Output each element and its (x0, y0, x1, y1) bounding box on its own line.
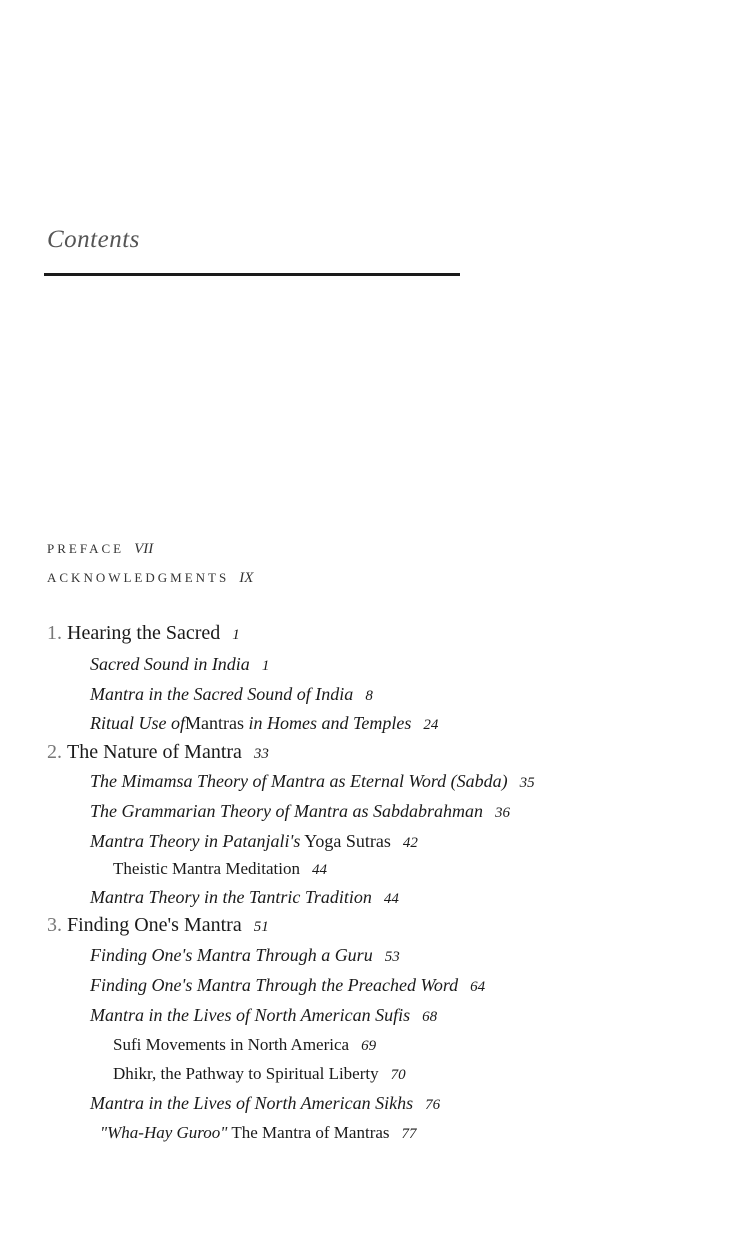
subsection-title: Dhikr, the Pathway to Spiritual Liberty (113, 1064, 379, 1083)
section-title-italic: Ritual Use of (90, 713, 185, 733)
chapter-title: Finding One's Mantra (67, 914, 242, 936)
heading-rule (44, 273, 460, 276)
toc-section (90, 801, 510, 822)
subsection-title-roman: The Mantra of Mantras (227, 1123, 390, 1142)
toc-section (90, 713, 438, 734)
page-number: 1 (261, 658, 270, 674)
toc-chapter (47, 914, 269, 937)
page-number: 76 (425, 1097, 441, 1113)
front-matter-label: PREFACE (47, 541, 125, 556)
chapter-number: 3. (47, 914, 62, 936)
toc-section (90, 654, 269, 675)
page-number: 44 (383, 891, 399, 907)
page-number: VII (134, 541, 154, 557)
front-matter-item (47, 570, 253, 587)
page-number: 69 (361, 1038, 377, 1054)
chapter-title: Hearing the Sacred (67, 622, 221, 644)
section-title: Finding One's Mantra Through the Preached Word (90, 975, 459, 995)
chapter-number: 2. (47, 741, 62, 763)
chapter-number: 1. (47, 622, 62, 644)
section-title-italic: Mantra Theory in Patanjali's (90, 831, 301, 851)
page-number: 70 (390, 1067, 406, 1083)
page-number: 24 (423, 717, 439, 733)
page-number: 1 (232, 627, 240, 643)
toc-section (90, 887, 399, 908)
page-number: 68 (422, 1009, 438, 1025)
page-number: 36 (495, 805, 511, 821)
page-number: 8 (365, 688, 373, 704)
toc-subsection (113, 1064, 406, 1084)
toc-section (90, 975, 485, 996)
toc-section (90, 1093, 440, 1114)
section-title: Sacred Sound in India (90, 654, 250, 674)
page-number: IX (239, 570, 254, 586)
page-number: 51 (253, 919, 269, 935)
subsection-title: Theistic Mantra Meditation (113, 859, 300, 878)
toc-chapter (47, 622, 240, 645)
toc-section (90, 684, 373, 705)
toc-subsection (113, 1035, 376, 1055)
page-number: 35 (519, 775, 535, 791)
section-title: Mantra in the Lives of North American Sufis (90, 1005, 411, 1025)
page-number: 42 (402, 835, 418, 851)
page-number: 77 (401, 1126, 417, 1142)
toc-section (90, 1005, 437, 1026)
subsection-title-italic: "Wha-Hay Guroo" (100, 1123, 228, 1142)
section-title: Mantra Theory in the Tantric Tradition (90, 887, 372, 907)
subsection-title: Sufi Movements in North America (113, 1035, 350, 1054)
toc-section (90, 831, 418, 852)
toc-subsection (113, 859, 327, 879)
section-title-roman: Mantras (185, 713, 244, 733)
section-title: The Grammarian Theory of Mantra as Sabdabrahman (90, 801, 484, 821)
page-number: 33 (253, 746, 269, 762)
toc-section (90, 945, 400, 966)
chapter-title: The Nature of Mantra (67, 741, 242, 763)
front-matter-label: ACKNOWLEDGMENTS (47, 570, 230, 585)
section-title-rest: in Homes and Temples (243, 713, 412, 733)
section-title: The Mimamsa Theory of Mantra as Eternal Word (Sabda) (90, 771, 508, 791)
page-number: 64 (470, 979, 486, 995)
front-matter-item (47, 541, 153, 558)
toc-section (90, 771, 535, 792)
section-title-roman: Yoga Sutras (300, 831, 391, 851)
section-title: Mantra in the Sacred Sound of India (90, 684, 354, 704)
section-title: Finding One's Mantra Through a Guru (90, 945, 373, 965)
page-title: Contents (47, 226, 140, 253)
toc-chapter (47, 741, 269, 764)
section-title: Mantra in the Lives of North American Sikhs (90, 1093, 414, 1113)
toc-subsection (100, 1123, 417, 1143)
page-number: 44 (311, 862, 327, 878)
page-number: 53 (384, 949, 400, 965)
